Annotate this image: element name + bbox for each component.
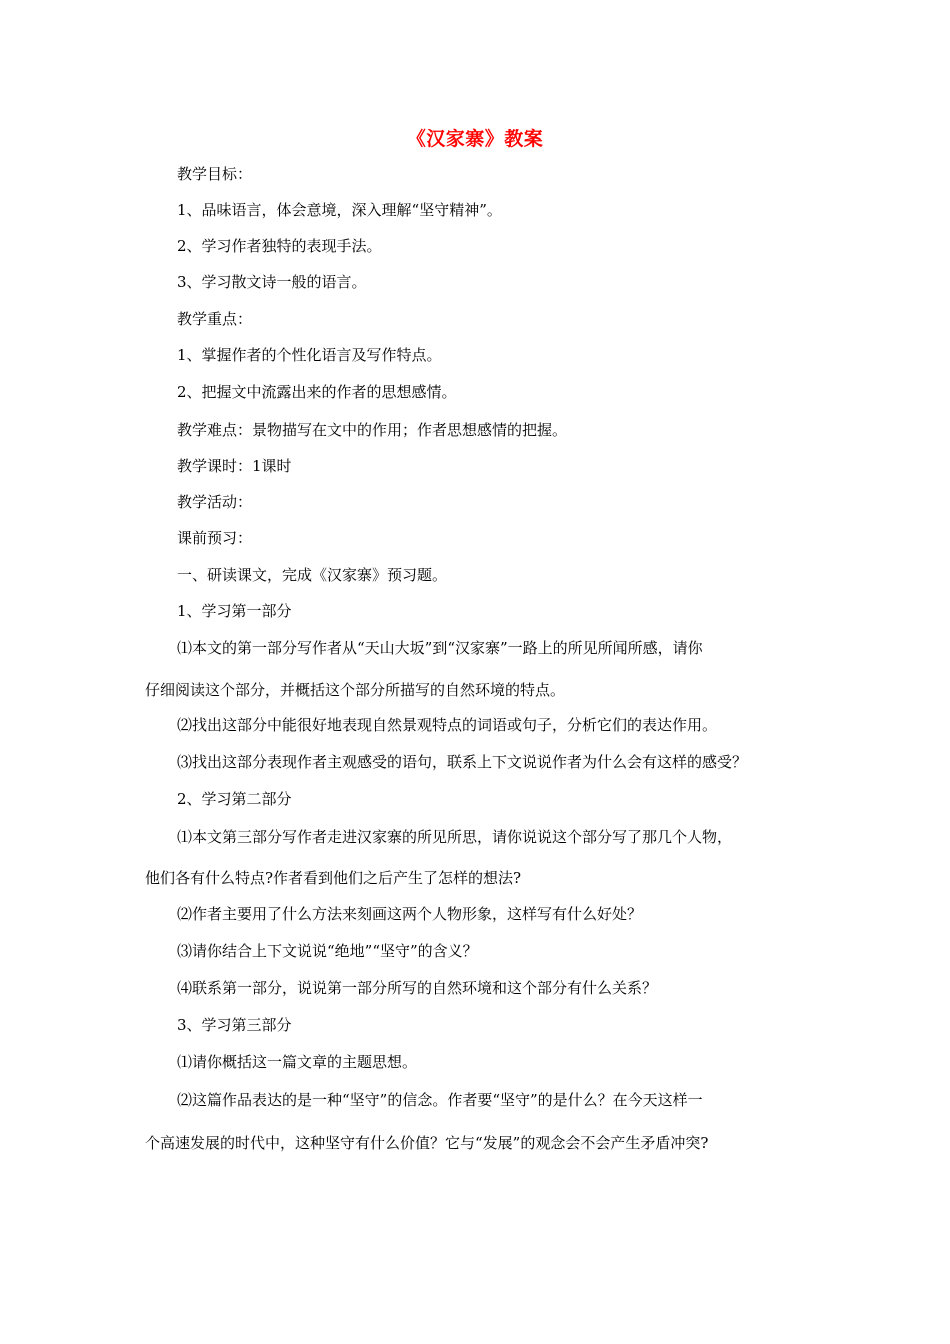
question-item: ⑷联系第一部分，说说第一部分所写的自然环境和这个部分有什么关系？ — [177, 979, 658, 997]
question-item: ⑴本文第三部分写作者走进汉家寨的所见所思，请你说说这个部分写了那几个人物， — [177, 828, 733, 846]
task-heading: 一、研读课文，完成《汉家寨》预习题。 — [177, 566, 448, 584]
section-heading-activities: 教学活动： — [177, 493, 253, 511]
document-title: 《汉家寨》教案 — [406, 128, 544, 150]
part-heading: 3、学习第三部分 — [177, 1016, 292, 1034]
objective-item: 1、品味语言，体会意境，深入理解“坚守精神”。 — [177, 201, 502, 219]
question-continuation: 仔细阅读这个部分，并概括这个部分所描写的自然环境的特点。 — [145, 681, 566, 699]
part-heading: 2、学习第二部分 — [177, 790, 292, 808]
section-heading-key-points: 教学重点： — [177, 310, 253, 328]
question-item: ⑴请你概括这一篇文章的主题思想。 — [177, 1053, 418, 1071]
key-point-item: 2、把握文中流露出来的作者的思想感情。 — [177, 383, 457, 401]
question-continuation: 个高速发展的时代中，这种坚守有什么价值？它与“发展”的观念会不会产生矛盾冲突? — [145, 1134, 709, 1152]
objective-item: 2、学习作者独特的表现手法。 — [177, 237, 382, 255]
key-point-item: 1、掌握作者的个性化语言及写作特点。 — [177, 346, 442, 364]
difficulty-line: 教学难点：景物描写在文中的作用；作者思想感情的把握。 — [177, 421, 568, 439]
section-heading-preview: 课前预习： — [177, 529, 253, 547]
question-item: ⑵找出这部分中能很好地表现自然景观特点的词语或句子，分析它们的表达作用。 — [177, 716, 718, 734]
question-item: ⑶请你结合上下文说说“绝地”“坚守”的含义？ — [177, 942, 478, 960]
question-item: ⑴本文的第一部分写作者从“天山大坂”到“汉家寨”一路上的所见所闻所感，请你 — [177, 639, 703, 657]
part-heading: 1、学习第一部分 — [177, 602, 292, 620]
question-item: ⑶找出这部分表现作者主观感受的语句，联系上下文说说作者为什么会有这样的感受？ — [177, 753, 748, 771]
question-item: ⑵这篇作品表达的是一种“坚守”的信念。作者要“坚守”的是什么？在今天这样一 — [177, 1091, 703, 1109]
section-heading-objectives: 教学目标： — [177, 165, 253, 183]
question-continuation: 他们各有什么特点?作者看到他们之后产生了怎样的想法? — [145, 869, 522, 887]
objective-item: 3、学习散文诗一般的语言。 — [177, 273, 367, 291]
question-item: ⑵作者主要用了什么方法来刻画这两个人物形象，这样写有什么好处？ — [177, 905, 643, 923]
class-hours-line: 教学课时：1课时 — [177, 457, 292, 475]
